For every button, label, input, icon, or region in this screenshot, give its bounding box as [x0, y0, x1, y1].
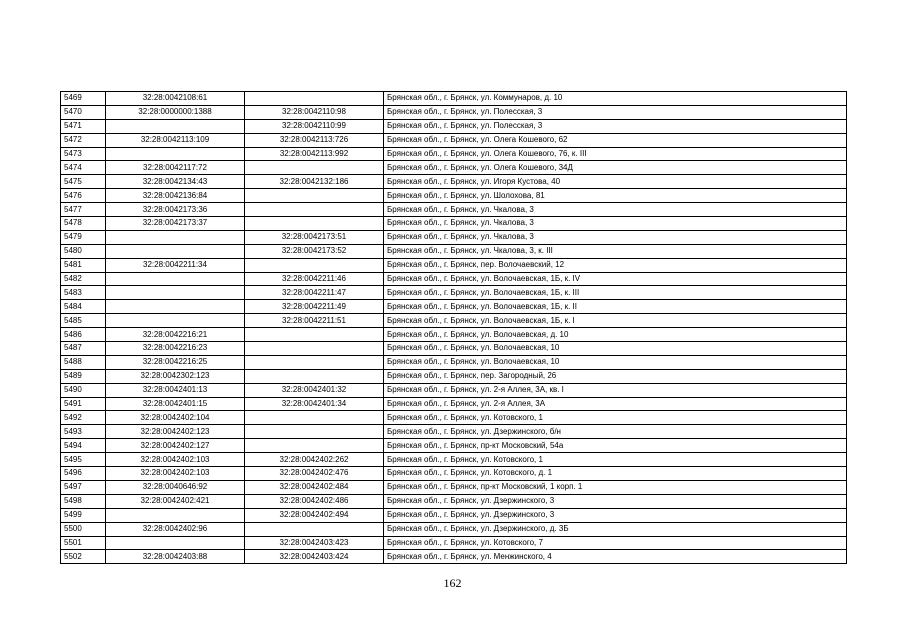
row-number-cell: 5488	[61, 355, 106, 369]
cadastral-number-cell	[106, 286, 245, 300]
table-row	[61, 217, 847, 231]
address-cell: Брянская обл., г. Брянск, ул. Менжинского, 4	[384, 550, 847, 564]
table-row	[61, 230, 847, 244]
address-cell: Брянская обл., г. Брянск, ул. Олега Кошевого, 62	[384, 133, 847, 147]
row-number-cell: 5494	[61, 439, 106, 453]
table-row	[61, 550, 847, 564]
table-row	[61, 494, 847, 508]
row-number-cell: 5483	[61, 286, 106, 300]
building-cadastral-number-cell: 32:28:0042403:423	[245, 536, 384, 550]
building-cadastral-number-cell: 32:28:0042402:484	[245, 480, 384, 494]
cadastral-number-cell: 32:28:0042108:61	[106, 92, 245, 106]
row-number-cell: 5492	[61, 411, 106, 425]
row-number-cell: 5502	[61, 550, 106, 564]
cadastral-number-cell: 32:28:0042401:15	[106, 397, 245, 411]
address-cell: Брянская обл., г. Брянск, ул. Дзержинского, д. 3Б	[384, 522, 847, 536]
table-row	[61, 522, 847, 536]
table-row	[61, 439, 847, 453]
address-cell: Брянская обл., г. Брянск, ул. Дзержинского, 3	[384, 494, 847, 508]
building-cadastral-number-cell: 32:28:0042173:51	[245, 230, 384, 244]
building-cadastral-number-cell: 32:28:0042402:262	[245, 453, 384, 467]
building-cadastral-number-cell: 32:28:0042110:99	[245, 119, 384, 133]
cadastral-number-cell	[106, 272, 245, 286]
address-cell: Брянская обл., г. Брянск, ул. Игоря Кустова, 40	[384, 175, 847, 189]
address-cell: Брянская обл., г. Брянск, пр-кт Московский, 1 корп. 1	[384, 480, 847, 494]
row-number-cell: 5485	[61, 314, 106, 328]
row-number-cell: 5501	[61, 536, 106, 550]
building-cadastral-number-cell: 32:28:0042211:46	[245, 272, 384, 286]
table-row	[61, 105, 847, 119]
cadastral-number-cell	[106, 314, 245, 328]
table-row	[61, 480, 847, 494]
row-number-cell: 5479	[61, 230, 106, 244]
address-cell: Брянская обл., г. Брянск, ул. Волочаевская, 1Б, к. IV	[384, 272, 847, 286]
cadastral-number-cell	[106, 230, 245, 244]
building-cadastral-number-cell	[245, 92, 384, 106]
row-number-cell: 5469	[61, 92, 106, 106]
table-row	[61, 453, 847, 467]
address-cell: Брянская обл., г. Брянск, ул. Дзержинского, 3	[384, 508, 847, 522]
address-cell: Брянская обл., г. Брянск, ул. Олега Кошевого, 76, к. III	[384, 147, 847, 161]
building-cadastral-number-cell: 32:28:0042113:726	[245, 133, 384, 147]
row-number-cell: 5491	[61, 397, 106, 411]
building-cadastral-number-cell	[245, 522, 384, 536]
row-number-cell: 5476	[61, 189, 106, 203]
cadastral-number-cell	[106, 508, 245, 522]
building-cadastral-number-cell	[245, 439, 384, 453]
cadastral-number-cell: 32:28:0042402:123	[106, 425, 245, 439]
row-number-cell: 5490	[61, 383, 106, 397]
cadastral-number-cell: 32:28:0000000:1388	[106, 105, 245, 119]
table-row	[61, 244, 847, 258]
building-cadastral-number-cell	[245, 355, 384, 369]
address-cell: Брянская обл., г. Брянск, ул. Волочаевская, 1Б, к. III	[384, 286, 847, 300]
row-number-cell: 5489	[61, 369, 106, 383]
table-row	[61, 383, 847, 397]
building-cadastral-number-cell	[245, 203, 384, 217]
building-cadastral-number-cell: 32:28:0042401:34	[245, 397, 384, 411]
building-cadastral-number-cell: 32:28:0042211:51	[245, 314, 384, 328]
address-cell: Брянская обл., г. Брянск, ул. Шолохова, 81	[384, 189, 847, 203]
table-row	[61, 161, 847, 175]
table-row	[61, 328, 847, 342]
building-cadastral-number-cell	[245, 258, 384, 272]
table-row	[61, 92, 847, 106]
row-number-cell: 5474	[61, 161, 106, 175]
row-number-cell: 5472	[61, 133, 106, 147]
building-cadastral-number-cell: 32:28:0042402:476	[245, 467, 384, 481]
cadastral-number-cell: 32:28:0042402:103	[106, 453, 245, 467]
row-number-cell: 5484	[61, 300, 106, 314]
building-cadastral-number-cell	[245, 369, 384, 383]
address-cell: Брянская обл., г. Брянск, ул. Волочаевская, 10	[384, 355, 847, 369]
row-number-cell: 5497	[61, 480, 106, 494]
address-cell: Брянская обл., г. Брянск, ул. Полесская, 3	[384, 119, 847, 133]
building-cadastral-number-cell: 32:28:0042211:47	[245, 286, 384, 300]
address-cell: Брянская обл., г. Брянск, ул. 2-я Аллея, 3А	[384, 397, 847, 411]
row-number-cell: 5487	[61, 342, 106, 356]
table-row	[61, 397, 847, 411]
address-cell: Брянская обл., г. Брянск, ул. Волочаевская, 1Б, к. I	[384, 314, 847, 328]
row-number-cell: 5471	[61, 119, 106, 133]
cadastral-number-cell: 32:28:0042113:109	[106, 133, 245, 147]
row-number-cell: 5477	[61, 203, 106, 217]
address-cell: Брянская обл., г. Брянск, пер. Волочаевский, 12	[384, 258, 847, 272]
building-cadastral-number-cell	[245, 411, 384, 425]
building-cadastral-number-cell	[245, 189, 384, 203]
building-cadastral-number-cell: 32:28:0042110:98	[245, 105, 384, 119]
address-cell: Брянская обл., г. Брянск, ул. 2-я Аллея, 3А, кв. I	[384, 383, 847, 397]
building-cadastral-number-cell: 32:28:0042401:32	[245, 383, 384, 397]
address-cell: Брянская обл., г. Брянск, ул. Котовского, 7	[384, 536, 847, 550]
row-number-cell: 5470	[61, 105, 106, 119]
row-number-cell: 5493	[61, 425, 106, 439]
cadastral-number-cell: 32:28:0042136:84	[106, 189, 245, 203]
table-row	[61, 355, 847, 369]
cadastral-number-cell	[106, 119, 245, 133]
address-cell: Брянская обл., г. Брянск, ул. Дзержинского, б/н	[384, 425, 847, 439]
cadastral-number-cell: 32:28:0042134:43	[106, 175, 245, 189]
building-cadastral-number-cell: 32:28:0042211:49	[245, 300, 384, 314]
address-cell: Брянская обл., г. Брянск, ул. Котовского, 1	[384, 453, 847, 467]
address-cell: Брянская обл., г. Брянск, ул. Котовского, д. 1	[384, 467, 847, 481]
row-number-cell: 5478	[61, 217, 106, 231]
row-number-cell: 5495	[61, 453, 106, 467]
building-cadastral-number-cell: 32:28:0042403:424	[245, 550, 384, 564]
building-cadastral-number-cell: 32:28:0042402:494	[245, 508, 384, 522]
cadastral-number-cell: 32:28:0042117:72	[106, 161, 245, 175]
table-row	[61, 286, 847, 300]
table-row	[61, 508, 847, 522]
building-cadastral-number-cell	[245, 217, 384, 231]
cadastral-number-cell: 32:28:0042302:123	[106, 369, 245, 383]
table-row	[61, 411, 847, 425]
table-row	[61, 314, 847, 328]
cadastral-number-cell: 32:28:0042403:88	[106, 550, 245, 564]
address-cell: Брянская обл., г. Брянск, ул. Коммунаров, д. 10	[384, 92, 847, 106]
address-cell: Брянская обл., г. Брянск, ул. Олега Кошевого, 34Д	[384, 161, 847, 175]
address-cell: Брянская обл., г. Брянск, ул. Чкалова, 3	[384, 203, 847, 217]
cadastral-number-cell: 32:28:0042402:104	[106, 411, 245, 425]
building-cadastral-number-cell	[245, 328, 384, 342]
address-cell: Брянская обл., г. Брянск, ул. Чкалова, 3, к. III	[384, 244, 847, 258]
table-row	[61, 119, 847, 133]
table-row	[61, 203, 847, 217]
address-cell: Брянская обл., г. Брянск, ул. Волочаевская, 1Б, к. II	[384, 300, 847, 314]
address-cell: Брянская обл., г. Брянск, пр-кт Московский, 54а	[384, 439, 847, 453]
table-row	[61, 369, 847, 383]
row-number-cell: 5499	[61, 508, 106, 522]
table-row	[61, 175, 847, 189]
building-cadastral-number-cell	[245, 161, 384, 175]
table-body	[61, 92, 847, 564]
address-cell: Брянская обл., г. Брянск, ул. Волочаевская, 10	[384, 342, 847, 356]
page-number: 162	[443, 576, 462, 590]
cadastral-number-cell: 32:28:0042173:37	[106, 217, 245, 231]
row-number-cell: 5475	[61, 175, 106, 189]
table-row	[61, 467, 847, 481]
address-cell: Брянская обл., г. Брянск, ул. Чкалова, 3	[384, 230, 847, 244]
address-cell: Брянская обл., г. Брянск, ул. Полесская, 3	[384, 105, 847, 119]
cadastral-number-cell: 32:28:0042401:13	[106, 383, 245, 397]
table-row	[61, 133, 847, 147]
row-number-cell: 5481	[61, 258, 106, 272]
cadastral-number-cell: 32:28:0042211:34	[106, 258, 245, 272]
cadastral-number-cell: 32:28:0042216:25	[106, 355, 245, 369]
cadastral-number-cell: 32:28:0042402:421	[106, 494, 245, 508]
building-cadastral-number-cell: 32:28:0042132:186	[245, 175, 384, 189]
table-row	[61, 425, 847, 439]
table-row	[61, 342, 847, 356]
table-row	[61, 189, 847, 203]
table-row	[61, 300, 847, 314]
cadastral-number-cell	[106, 300, 245, 314]
building-cadastral-number-cell	[245, 425, 384, 439]
cadastral-number-cell: 32:28:0040646:92	[106, 480, 245, 494]
row-number-cell: 5473	[61, 147, 106, 161]
cadastral-number-cell: 32:28:0042216:23	[106, 342, 245, 356]
row-number-cell: 5482	[61, 272, 106, 286]
row-number-cell: 5486	[61, 328, 106, 342]
address-cell: Брянская обл., г. Брянск, ул. Чкалова, 3	[384, 217, 847, 231]
row-number-cell: 5480	[61, 244, 106, 258]
cadastral-number-cell	[106, 536, 245, 550]
cadastral-number-cell	[106, 244, 245, 258]
building-cadastral-number-cell: 32:28:0042173:52	[245, 244, 384, 258]
cadastral-number-cell: 32:28:0042402:127	[106, 439, 245, 453]
property-registry-table	[60, 91, 847, 564]
cadastral-number-cell	[106, 147, 245, 161]
table-row	[61, 272, 847, 286]
row-number-cell: 5500	[61, 522, 106, 536]
table-row	[61, 258, 847, 272]
cadastral-number-cell: 32:28:0042402:96	[106, 522, 245, 536]
table-row	[61, 147, 847, 161]
cadastral-number-cell: 32:28:0042216:21	[106, 328, 245, 342]
row-number-cell: 5498	[61, 494, 106, 508]
cadastral-number-cell: 32:28:0042173:36	[106, 203, 245, 217]
cadastral-number-cell: 32:28:0042402:103	[106, 467, 245, 481]
row-number-cell: 5496	[61, 467, 106, 481]
building-cadastral-number-cell: 32:28:0042113:992	[245, 147, 384, 161]
address-cell: Брянская обл., г. Брянск, ул. Котовского, 1	[384, 411, 847, 425]
table-row	[61, 536, 847, 550]
building-cadastral-number-cell: 32:28:0042402:486	[245, 494, 384, 508]
building-cadastral-number-cell	[245, 342, 384, 356]
address-cell: Брянская обл., г. Брянск, пер. Загородный, 26	[384, 369, 847, 383]
address-cell: Брянская обл., г. Брянск, ул. Волочаевская, д. 10	[384, 328, 847, 342]
